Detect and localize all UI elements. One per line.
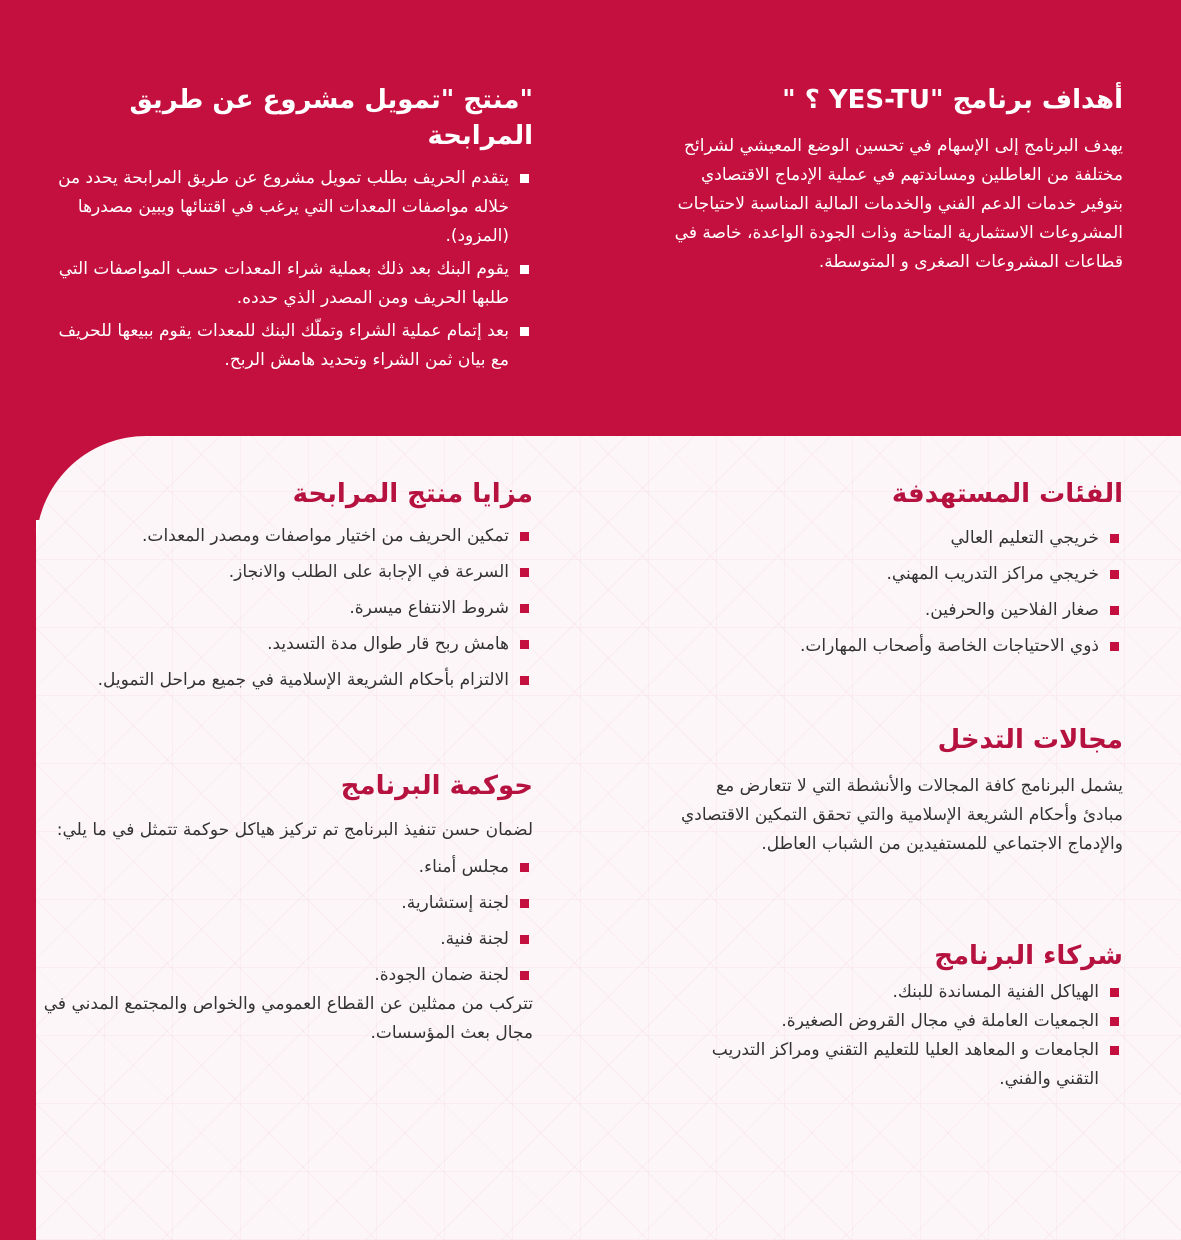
murabaha-product-section [43,82,533,379]
murabaha-product-list [43,164,533,375]
square-bullet-icon [520,532,529,541]
list-item: لجنة إستشارية. [43,889,533,918]
list-item: الالتزام بأحكام الشريعة الإسلامية في جميع مراحل التمويل. [43,666,533,695]
list-item: يتقدم الحريف بطلب تمويل مشروع عن طريق المرابحة يحدد من خلاله مواصفات المعدات التي يرغب في اقتنائها ويبين مصدرها (المزود). [43,164,533,251]
goals-title: أهداف برنامج "YES-TU ؟ " [782,85,1123,115]
partners-list [693,978,1123,1094]
list-item: بعد إتمام عملية الشراء وتملّك البنك للمعدات يقوم ببيعها للحريف مع بيان ثمن الشراء وتحديد هامش الربح. [43,317,533,375]
square-bullet-icon [520,174,529,183]
list-item: السرعة في الإجابة على الطلب والانجاز. [43,558,533,587]
murabaha-benefits-section [43,476,533,702]
list-item: الجمعيات العاملة في مجال القروض الصغيرة. [693,1007,1123,1036]
left-border-strip [0,420,36,1240]
governance-title: حوكمة البرنامج [340,771,533,801]
square-bullet-icon [520,265,529,274]
square-bullet-icon [1110,534,1119,543]
list-item: ذوي الاحتياجات الخاصة وأصحاب المهارات. [643,632,1123,661]
square-bullet-icon [520,676,529,685]
governance-list [43,853,533,990]
governance-intro: لضمان حسن تنفيذ البرنامج تم تركيز هياكل حوكمة تتمثل في ما يلي: [56,820,533,840]
square-bullet-icon [520,327,529,336]
square-bullet-icon [1110,1046,1119,1055]
intervention-areas-body: يشمل البرنامج كافة المجالات والأنشطة التي لا تتعارض مع مبادئ وأحكام الشريعة الإسلامية والتي تحقق التمكين الاقتصادي والإدماج الاجتماعي للمستفيدين من الشباب العاطل. [681,776,1123,854]
list-item: تمكين الحريف من اختيار مواصفات ومصدر المعدات. [43,522,533,551]
list-item: لجنة ضمان الجودة. [43,961,533,990]
square-bullet-icon [1110,1017,1119,1026]
murabaha-benefits-title: مزايا منتج المرابحة [292,479,533,509]
list-item: يقوم البنك بعد ذلك بعملية شراء المعدات حسب المواصفات التي طلبها الحريف ومن المصدر الذي حدده. [43,255,533,313]
list-item: الهياكل الفنية المساندة للبنك. [693,978,1123,1007]
square-bullet-icon [520,935,529,944]
goals-body: يهدف البرنامج إلى الإسهام في تحسين الوضع المعيشي لشرائح مختلفة من العاطلين ومساندتهم في عملية الإدماج الاقتصادي بتوفير خدمات الدعم الفني والخدمات المالية المناسبة لاحتياجات المشروعات الاستثمارية المتاحة وذات الجودة الواعدة، خاصة في قطاعات المشروعات الصغرى و المتوسطة. [674,136,1123,272]
intervention-areas-title: مجالات التدخل [937,725,1123,755]
partners-section [693,938,1123,1094]
square-bullet-icon [520,863,529,872]
list-item: مجلس أمناء. [43,853,533,882]
list-item: صغار الفلاحين والحرفين. [643,596,1123,625]
list-item: الجامعات و المعاهد العليا للتعليم التقني ومراكز التدريب التقني والفني. [693,1036,1123,1094]
target-groups-title: الفئات المستهدفة [891,479,1123,509]
target-groups-section [643,476,1123,668]
square-bullet-icon [520,604,529,613]
target-groups-list [643,524,1123,661]
list-item: لجنة فنية. [43,925,533,954]
partners-title: شركاء البرنامج [934,941,1123,971]
square-bullet-icon [1110,642,1119,651]
square-bullet-icon [520,640,529,649]
murabaha-product-title: "منتج "تمويل مشروع عن طريق المرابحة [129,85,533,151]
governance-outro: تتركب من ممثلين عن القطاع العمومي والخواص والمجتمع المدني في مجال بعث المؤسسات. [43,994,533,1043]
list-item: خريجي مراكز التدريب المهني. [643,560,1123,589]
murabaha-benefits-list [43,522,533,695]
governance-section [43,768,533,1048]
square-bullet-icon [520,971,529,980]
square-bullet-icon [1110,606,1119,615]
square-bullet-icon [520,899,529,908]
list-item: خريجي التعليم العالي [643,524,1123,553]
square-bullet-icon [1110,988,1119,997]
square-bullet-icon [1110,570,1119,579]
list-item: شروط الانتفاع ميسرة. [43,594,533,623]
intervention-areas-section [673,722,1123,859]
goals-section [663,82,1123,277]
square-bullet-icon [520,568,529,577]
list-item: هامش ربح قار طوال مدة التسديد. [43,630,533,659]
